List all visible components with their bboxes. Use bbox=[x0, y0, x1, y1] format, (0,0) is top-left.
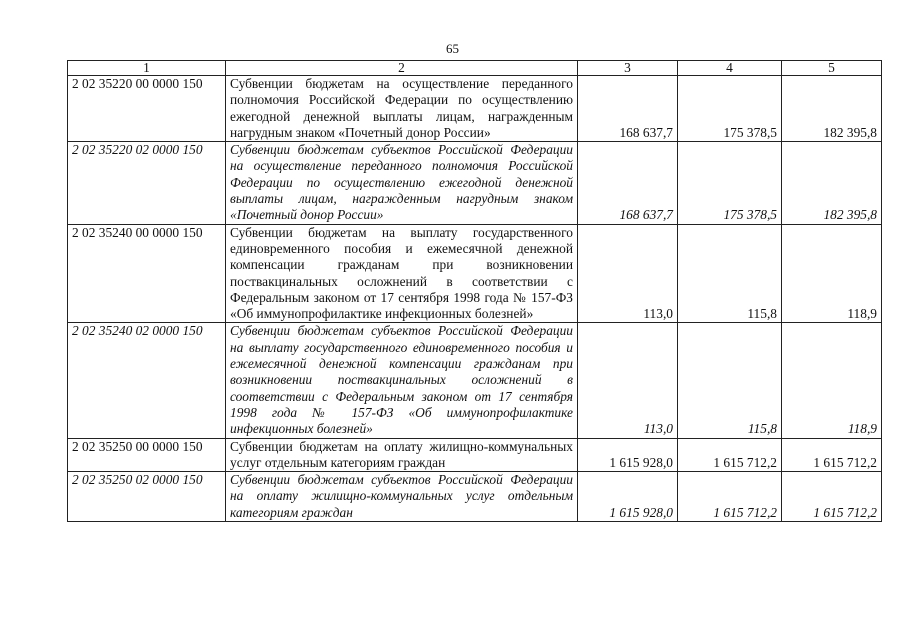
row-value-col4: 115,8 bbox=[678, 224, 782, 323]
row-description: Субвенции бюджетам субъектов Российской Федерации на осуществление переданного полномочия Российской Федерации по осуществлению ежегодной денежной выплаты лицам, награжденным нагрудным знаком «Почетный донор России» bbox=[226, 142, 578, 224]
column-header-2: 2 bbox=[226, 61, 578, 76]
column-header-5: 5 bbox=[782, 61, 882, 76]
table-row bbox=[68, 323, 882, 438]
row-value-col4: 1 615 712,2 bbox=[678, 472, 782, 522]
row-description: Субвенции бюджетам на выплату государственного единовременного пособия и ежемесячной денежной компенсации гражданам при возникновении поствакцинальных осложнений в соответствии с Федеральным законом от 17 сентября 1998 года № 157-ФЗ «Об иммунопрофилактике инфекционных болезней» bbox=[226, 224, 578, 323]
row-code: 2 02 35240 02 0000 150 bbox=[68, 323, 226, 438]
row-value-col4: 1 615 712,2 bbox=[678, 438, 782, 472]
row-value-col3: 1 615 928,0 bbox=[578, 438, 678, 472]
column-header-4: 4 bbox=[678, 61, 782, 76]
table-row bbox=[68, 472, 882, 522]
row-description: Субвенции бюджетам на оплату жилищно-коммунальных услуг отдельным категориям граждан bbox=[226, 438, 578, 472]
row-value-col5: 1 615 712,2 bbox=[782, 438, 882, 472]
row-description: Субвенции бюджетам субъектов Российской Федерации на оплату жилищно-коммунальных услуг отдельным категориям граждан bbox=[226, 472, 578, 522]
table-row bbox=[68, 224, 882, 323]
row-value-col4: 175 378,5 bbox=[678, 142, 782, 224]
row-value-col3: 168 637,7 bbox=[578, 142, 678, 224]
row-value-col3: 113,0 bbox=[578, 224, 678, 323]
row-code: 2 02 35250 02 0000 150 bbox=[68, 472, 226, 522]
row-value-col5: 118,9 bbox=[782, 224, 882, 323]
row-value-col5: 182 395,8 bbox=[782, 76, 882, 142]
row-value-col4: 115,8 bbox=[678, 323, 782, 438]
row-value-col4: 175 378,5 bbox=[678, 76, 782, 142]
row-code: 2 02 35220 00 0000 150 bbox=[68, 76, 226, 142]
page-number: 65 bbox=[446, 41, 459, 56]
row-description: Субвенции бюджетам на осуществление переданного полномочия Российской Федерации по осуществлению ежегодной денежной выплаты лицам, награжденным нагрудным знаком «Почетный донор России» bbox=[226, 76, 578, 142]
row-value-col5: 1 615 712,2 bbox=[782, 472, 882, 522]
row-value-col5: 118,9 bbox=[782, 323, 882, 438]
table-row bbox=[68, 76, 882, 142]
table-row bbox=[68, 438, 882, 472]
table-header-row bbox=[68, 61, 882, 76]
row-value-col3: 1 615 928,0 bbox=[578, 472, 678, 522]
column-header-1: 1 bbox=[68, 61, 226, 76]
budget-table bbox=[67, 60, 882, 522]
row-value-col3: 113,0 bbox=[578, 323, 678, 438]
row-value-col5: 182 395,8 bbox=[782, 142, 882, 224]
table-row bbox=[68, 142, 882, 224]
row-code: 2 02 35250 00 0000 150 bbox=[68, 438, 226, 472]
row-code: 2 02 35240 00 0000 150 bbox=[68, 224, 226, 323]
row-code: 2 02 35220 02 0000 150 bbox=[68, 142, 226, 224]
column-header-3: 3 bbox=[578, 61, 678, 76]
row-description: Субвенции бюджетам субъектов Российской Федерации на выплату государственного единовременного пособия и ежемесячной денежной компенсации гражданам при возникновении поствакцинальных осложнений в соответствии с Федеральным законом от 17 сентября 1998 года № 157-ФЗ «Об иммунопрофилактике инфекционных болезней» bbox=[226, 323, 578, 438]
row-value-col3: 168 637,7 bbox=[578, 76, 678, 142]
